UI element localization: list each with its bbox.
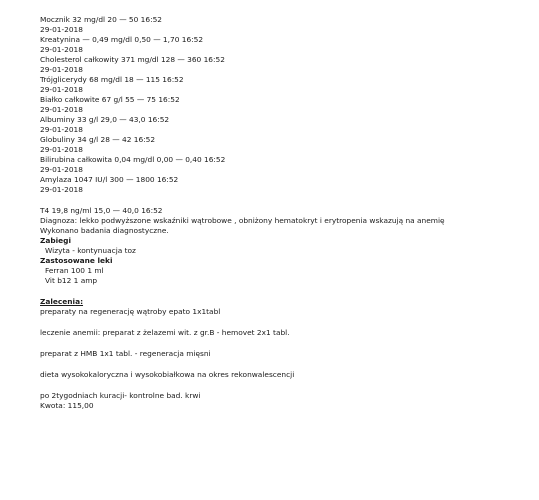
recommendation-item: po 2tygodniach kuracji- kontrolne bad. krwi [40, 391, 201, 400]
lab-result-date: 29-01-2018 [40, 125, 83, 134]
procedures-heading: Zabiegi [40, 236, 72, 245]
medication-item: Ferran 100 1 ml [45, 266, 104, 275]
lab-result-date: 29-01-2018 [40, 105, 83, 114]
lab-result-line: Albuminy 33 g/l 29,0 — 43,0 16:52 [40, 115, 170, 124]
procedure-item: Wizyta - kontynuacja toz [45, 246, 136, 255]
recommendations-heading: Zalecenia: [40, 297, 84, 306]
document-body [40, 15, 530, 411]
lab-result-date: 29-01-2018 [40, 85, 83, 94]
lab-result-line: Trójglicerydy 68 mg/dl 18 — 115 16:52 [40, 75, 184, 84]
lab-result-line: Białko całkowite 67 g/l 55 — 75 16:52 [40, 95, 180, 104]
lab-result-date: 29-01-2018 [40, 145, 83, 154]
lab-result-line: Bilirubina całkowita 0,04 mg/dl 0,00 — 0,40 16:52 [40, 155, 226, 164]
recommendation-item: preparat z HMB 1x1 tabl. - regeneracja mięsni [40, 349, 211, 358]
medications-heading: Zastosowane leki [40, 256, 113, 265]
lab-result-line: Amylaza 1047 IU/l 300 — 1800 16:52 [40, 175, 179, 184]
medication-item: Vit b12 1 amp [45, 276, 98, 285]
recommendation-item: preparaty na regenerację wątroby epato 1x1tabl [40, 307, 221, 316]
lab-result-date: 29-01-2018 [40, 45, 83, 54]
lab-result-line: Cholesterol całkowity 371 mg/dl 128 — 360 16:52 [40, 55, 225, 64]
lab-result-date: 29-01-2018 [40, 165, 83, 174]
lab-result-date: 29-01-2018 [40, 65, 83, 74]
amount-text: Kwota: 115,00 [40, 401, 94, 410]
diagnosis-text: Diagnoza: lekko podwyższone wskaźniki wątrobowe , obniżony hematokryt i erytropenia wskazują na anemię [40, 216, 445, 225]
lab-result-line: Mocznik 32 mg/dl 20 — 50 16:52 [40, 15, 162, 24]
lab-result-line: Kreatynina — 0,49 mg/dl 0,50 — 1,70 16:52 [40, 35, 204, 44]
lab-result-line: Globuliny 34 g/l 28 — 42 16:52 [40, 135, 156, 144]
tests-done-text: Wykonano badania diagnostyczne. [40, 226, 169, 235]
t4-result-line: T4 19,8 ng/ml 15,0 — 40,0 16:52 [40, 206, 163, 215]
lab-results [40, 15, 530, 195]
recommendation-item: dieta wysokokaloryczna i wysokobiałkowa na okres rekonwalescencji [40, 370, 295, 379]
lab-result-date: 29-01-2018 [40, 185, 83, 194]
lab-result-date: 29-01-2018 [40, 25, 83, 34]
recommendation-item: leczenie anemii: preparat z żelazemi wit. z gr.B - hemovet 2x1 tabl. [40, 328, 290, 337]
